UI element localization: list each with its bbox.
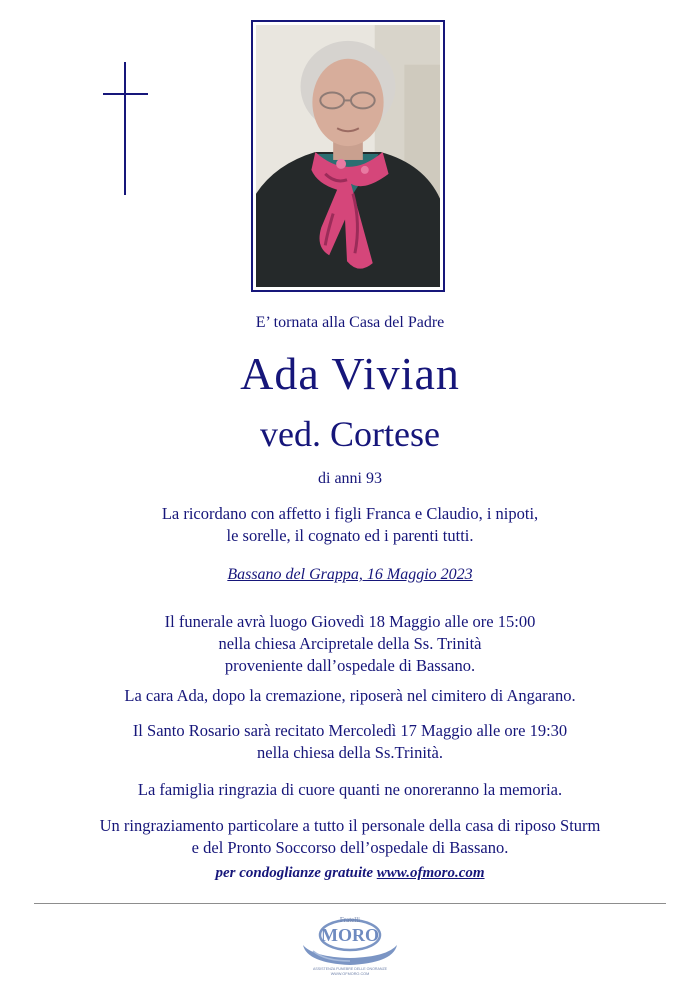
age-text: di anni 93 [318,470,382,487]
funeral-info: Il funerale avrà luogo Giovedì 18 Maggio alle ore 15:00 nella chiesa Arcipretale della Ss. Trinità proveniente dall’ospedale di Bassano. [164,612,536,675]
funeral-home-logo [0,905,700,982]
place-date: Bassano del Grappa, 16 Maggio 2023 [227,566,473,583]
portrait-photo [251,20,445,292]
svg-text:MORO: MORO [321,925,379,945]
remembered-by: La ricordano con affetto i figli Franca e Claudio, i nipoti, le sorelle, il cognato ed i parenti tutti. [161,504,539,545]
cremation-info: La cara Ada, dopo la cremazione, riposerà nel cimitero di Angarano. [124,686,576,705]
condolences-text: per condoglianze gratuite [215,865,373,881]
condolences-line [0,865,700,882]
rosary-info: Il Santo Rosario sarà recitato Mercoledì 17 Maggio alle ore 19:30 nella chiesa della Ss.Trinità. [132,721,568,762]
cross-icon [103,62,148,195]
svg-text:Fratelli: Fratelli [339,916,361,924]
svg-text:ASSISTENZA FUNEBRE DELLE ONORA: ASSISTENZA FUNEBRE DELLE ONORANZE [312,967,388,971]
intro-text: E’ tornata alla Casa del Padre [255,314,445,331]
divider [34,903,666,904]
deceased-name: Ada Vivian [240,348,460,399]
svg-text:WWW.OFMORO.COM: WWW.OFMORO.COM [330,972,370,976]
moro-logo-icon [295,905,405,977]
special-thanks: Un ringraziamento particolare a tutto il personale della casa di riposo Sturm e del Pronto Soccorso dell’ospedale di Bassano. [99,816,601,857]
family-thanks: La famiglia ringrazia di cuore quanti ne onoreranno la memoria. [137,780,563,799]
portrait-image [256,25,440,287]
widow-of: ved. Cortese [260,414,440,454]
condolences-link[interactable]: www.ofmoro.com [376,865,485,881]
